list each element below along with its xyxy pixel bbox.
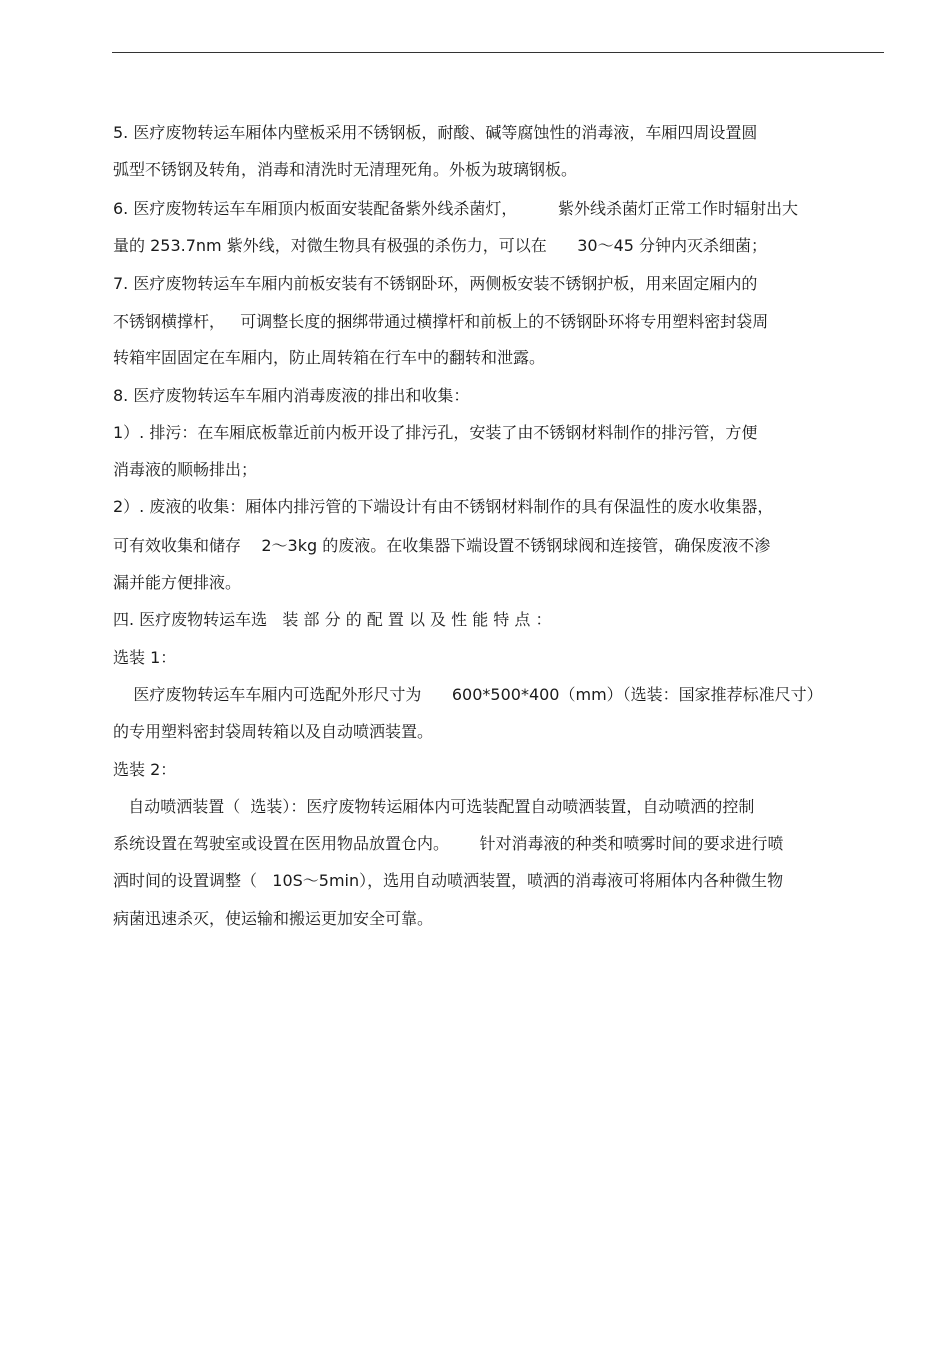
paragraph-line: 弧型不锈钢及转角，消毒和清洗时无清理死角。外板为玻璃钢板。 bbox=[113, 160, 578, 179]
paragraph-line: 可有效收集和储存 2～3kg 的废液。在收集器下端设置不锈钢球阀和连接管，确保废液不渗 bbox=[113, 536, 771, 555]
paragraph-line: 系统设置在驾驶室或设置在医用物品放置仓内。 针对消毒液的种类和喷雾时间的要求进行喷 bbox=[113, 834, 784, 853]
section-heading: 四. 医疗废物转运车选 装 部 分 的 配 置 以 及 性 能 特 点 ： bbox=[113, 610, 552, 629]
paragraph-line: 8. 医疗废物转运车车厢内消毒废液的排出和收集： bbox=[113, 386, 470, 405]
paragraph-line: 消毒液的顺畅排出； bbox=[113, 460, 258, 479]
paragraph-line: 自动喷洒装置（ 选装）：医疗废物转运厢体内可选装配置自动喷洒装置，自动喷洒的控制 bbox=[113, 797, 755, 816]
paragraph-line: 量的 253.7nm 紫外线，对微生物具有极强的杀伤力，可以在 30～45 分钟内灭杀细菌； bbox=[113, 236, 768, 255]
paragraph-line: 1）. 排污：在车厢底板靠近前内板开设了排污孔，安装了由不锈钢材料制作的排污管，方便 bbox=[113, 423, 758, 442]
paragraph-line: 7. 医疗废物转运车车厢内前板安装有不锈钢卧环，两侧板安装不锈钢护板，用来固定厢内的 bbox=[113, 274, 758, 293]
paragraph-line: 转箱牢固固定在车厢内，防止周转箱在行车中的翻转和泄露。 bbox=[113, 348, 546, 367]
paragraph-line: 不锈钢横撑杆， 可调整长度的捆绑带通过横撑杆和前板上的不锈钢卧环将专用塑料密封袋周 bbox=[113, 312, 769, 331]
paragraph-line: 的专用塑料密封袋周转箱以及自动喷洒装置。 bbox=[113, 722, 434, 741]
paragraph-line: 洒时间的设置调整（ 10S～5min），选用自动喷洒装置，喷洒的消毒液可将厢体内各种微生物 bbox=[113, 871, 784, 890]
paragraph-line: 5. 医疗废物转运车厢体内壁板采用不锈钢板，耐酸、碱等腐蚀性的消毒液，车厢四周设置圆 bbox=[113, 123, 758, 142]
paragraph-line: 医疗废物转运车车厢内可选配外形尺寸为 600*500*400（mm）（选装：国家推荐标准尺寸） bbox=[113, 685, 823, 704]
paragraph-line: 2）. 废液的收集：厢体内排污管的下端设计有由不锈钢材料制作的具有保温性的废水收集器， bbox=[113, 497, 774, 516]
paragraph-line: 病菌迅速杀灭，使运输和搬运更加安全可靠。 bbox=[113, 909, 434, 928]
paragraph-line: 漏并能方便排液。 bbox=[113, 573, 242, 592]
option-label: 选装 2： bbox=[113, 760, 177, 779]
paragraph-line: 6. 医疗废物转运车车厢顶内板面安装配备紫外线杀菌灯， 紫外线杀菌灯正常工作时辐射出大 bbox=[113, 199, 799, 218]
option-label: 选装 1： bbox=[113, 648, 177, 667]
